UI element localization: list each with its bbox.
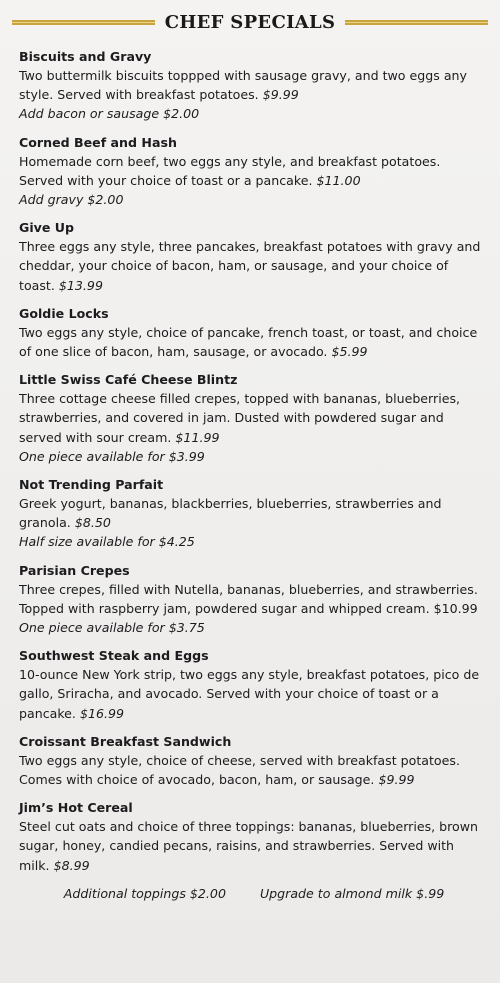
item-note: One piece available for $3.99: [19, 448, 205, 464]
item-description: [16, 665, 482, 723]
menu-item: [16, 732, 482, 789]
additional-toppings-note: Additional toppings $2.00: [63, 885, 226, 901]
item-name: Goldie Locks: [19, 305, 109, 321]
item-name: Parisian Crepes: [19, 562, 130, 578]
item-desc-text: Three eggs any style, three pancakes, breakfast potatoes with gravy and cheddar, your choice of bacon, ham, or sausage, and your choice of toast.: [19, 239, 481, 293]
item-description: [16, 817, 482, 875]
item-note: Half size available for $4.25: [19, 534, 195, 550]
menu-item: [16, 304, 482, 361]
item-note: Add bacon or sausage $2.00: [19, 106, 200, 122]
item-description: [16, 389, 482, 447]
gold-rule-left: [12, 20, 155, 25]
item-name: Corned Beef and Hash: [19, 134, 177, 150]
item-price: $13.99: [58, 277, 103, 293]
item-desc-text: Two buttermilk biscuits toppped with sausage gravy, and two eggs any style. Served with breakfast potatoes.: [19, 68, 467, 103]
item-name: Jim’s Hot Cereal: [19, 800, 133, 816]
item-description: [16, 237, 482, 295]
item-price: $8.50: [74, 515, 111, 531]
menu-item: [16, 646, 482, 723]
item-name: Not Trending Parfait: [19, 477, 164, 493]
menu-footer: [16, 884, 482, 904]
item-price: $11.00: [316, 172, 361, 188]
item-price: $9.99: [378, 772, 415, 788]
item-price: $5.99: [331, 344, 368, 360]
item-price: $11.99: [175, 429, 220, 445]
section-header: [16, 0, 482, 38]
item-name: Croissant Breakfast Sandwich: [19, 733, 232, 749]
section-title: CHEF SPECIALS: [164, 11, 336, 33]
item-price: $10.99: [433, 600, 478, 616]
item-note: Add gravy $2.00: [19, 192, 124, 208]
item-name: Biscuits and Gravy: [19, 49, 152, 64]
item-name: Southwest Steak and Eggs: [19, 648, 209, 664]
item-name: Give Up: [19, 220, 75, 236]
menu-item: [16, 370, 482, 466]
item-desc-text: Greek yogurt, bananas, blackberries, blueberries, strawberries and granola.: [19, 496, 442, 531]
menu-item: [16, 218, 482, 295]
item-description: [16, 152, 482, 190]
item-desc-text: Two eggs any style, choice of cheese, served with breakfast potatoes. Comes with choice of avocado, bacon, ham, or sausage.: [19, 752, 460, 788]
item-price: $16.99: [79, 705, 125, 721]
item-description: [16, 580, 482, 618]
menu-item: [16, 561, 482, 638]
menu-item: [16, 475, 482, 552]
menu-item: [16, 798, 482, 875]
gold-rule-right: [345, 20, 488, 25]
item-desc-text: Homemade corn beef, two eggs any style, and breakfast potatoes. Served with your choice of toast or a pancake.: [19, 153, 441, 188]
menu-item: [16, 47, 482, 124]
item-description: [16, 323, 482, 361]
item-description: [16, 66, 482, 104]
item-description: [16, 751, 482, 789]
menu-item: [16, 133, 482, 210]
item-desc-text: Three crepes, filled with Nutella, bananas, blueberries, and strawberries. Topped with raspberry jam, powdered sugar and whipped cream.: [19, 581, 478, 616]
item-desc-text: Steel cut oats and choice of three toppings: bananas, blueberries, brown sugar, honey, candied pecans, raisins, and strawberries. Served with milk.: [19, 819, 479, 873]
item-desc-text: 10-ounce New York strip, two eggs any style, breakfast potatoes, pico de gallo, Sriracha, and avocado. Served with your choice of toast or a pancake.: [19, 667, 480, 721]
item-description: [16, 494, 482, 532]
item-price: $9.99: [262, 87, 299, 103]
item-desc-text: Three cottage cheese filled crepes, topped with bananas, blueberries, strawberries, and covered in jam. Dusted with powdered sugar and served with sour cream.: [19, 391, 461, 445]
item-price: $8.99: [53, 857, 90, 873]
almond-milk-note: Upgrade to almond milk $.99: [259, 885, 445, 901]
menu-items-list: [16, 47, 482, 875]
item-desc-text: Two eggs any style, choice of pancake, french toast, or toast, and choice of one slice of bacon, ham, sausage, or avocado.: [19, 324, 478, 360]
item-note: One piece available for $3.75: [19, 620, 205, 636]
item-name: Little Swiss Café Cheese Blintz: [19, 372, 238, 388]
